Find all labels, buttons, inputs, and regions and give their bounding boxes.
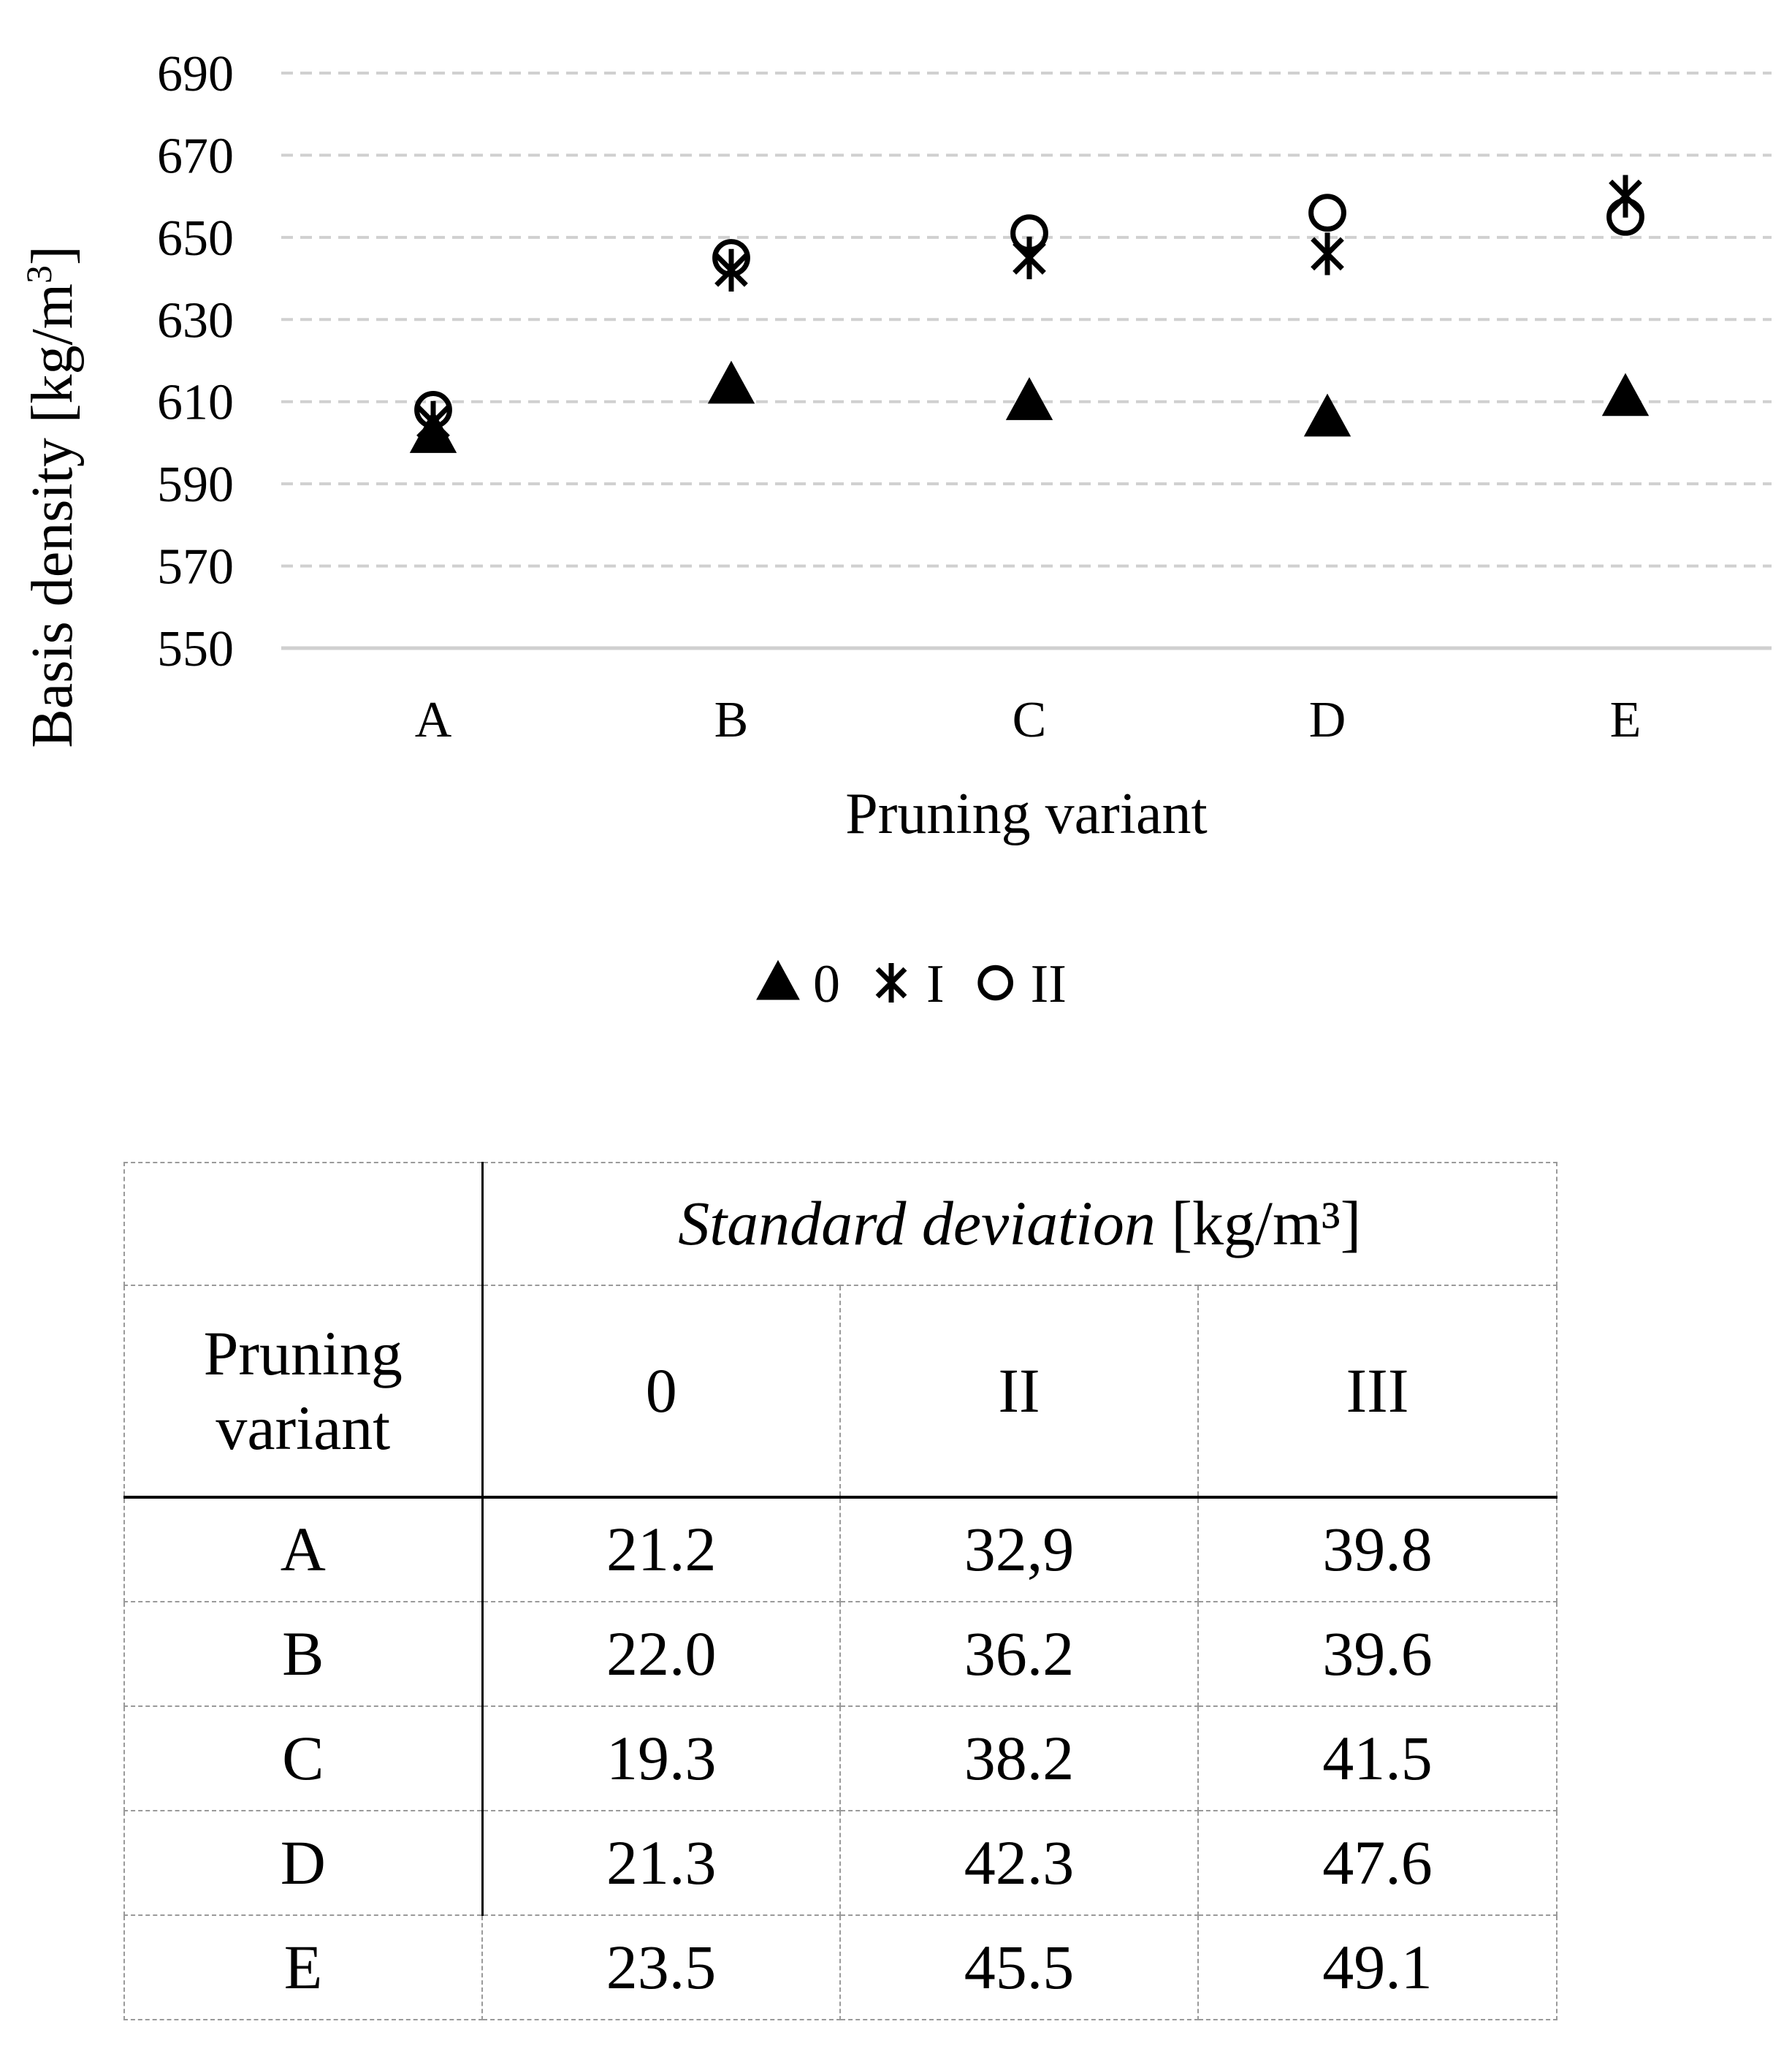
table-row xyxy=(124,1497,1557,1602)
x-tick-label: E xyxy=(1609,692,1642,748)
y-tick-label: 630 xyxy=(157,292,234,349)
table-cell: 47.6 xyxy=(1198,1811,1557,1915)
row-label: E xyxy=(124,1915,482,2020)
table-cell: 49.1 xyxy=(1198,1915,1557,2020)
x-tick-labels xyxy=(415,692,1642,748)
row-header-line2: variant xyxy=(216,1392,391,1463)
table-cell: 19.3 xyxy=(482,1706,840,1811)
y-tick-label: 690 xyxy=(157,46,234,102)
table-row xyxy=(124,1706,1557,1811)
legend-label: II xyxy=(1030,954,1067,1014)
y-tick-label: 650 xyxy=(157,210,234,267)
legend xyxy=(756,954,1067,1014)
table-cell: 21.2 xyxy=(482,1497,840,1602)
column-header-1: II xyxy=(840,1285,1198,1497)
table-row xyxy=(124,1915,1557,2020)
y-axis-title: Basis density $[kg/m^3]$ xyxy=(18,246,85,748)
table-cell: 39.6 xyxy=(1198,1602,1557,1706)
data-point-triangle xyxy=(1602,373,1649,416)
legend-marker-circle xyxy=(980,967,1011,998)
x-tick-label: C xyxy=(1012,692,1047,748)
group-header-label: Standard deviation xyxy=(678,1188,1156,1259)
table-cell: 45.5 xyxy=(840,1915,1198,2020)
table-corner-cell xyxy=(124,1163,482,1285)
x-tick-label: B xyxy=(714,692,749,748)
table-group-header-row xyxy=(124,1163,1557,1285)
row-header-title xyxy=(124,1285,482,1497)
column-header-2: III xyxy=(1198,1285,1557,1497)
row-label: D xyxy=(124,1811,482,1915)
row-label: C xyxy=(124,1706,482,1811)
data-point-triangle xyxy=(1304,394,1351,437)
legend-label: 0 xyxy=(813,954,840,1014)
table-cell: 39.8 xyxy=(1198,1497,1557,1602)
group-header-unit: [kg/m³] xyxy=(1155,1188,1362,1259)
legend-marker-triangle xyxy=(756,960,800,1000)
table-group-header xyxy=(482,1163,1557,1285)
table-cell: 32,9 xyxy=(840,1497,1198,1602)
table-row xyxy=(124,1811,1557,1915)
gridlines xyxy=(281,73,1772,648)
data-point-triangle xyxy=(1006,377,1053,420)
y-tick-label: 570 xyxy=(157,539,234,596)
row-header-line1: Pruning xyxy=(203,1318,403,1389)
y-tick-label: 610 xyxy=(157,374,234,431)
y-tick-label: 550 xyxy=(157,621,234,677)
table-row xyxy=(124,1602,1557,1706)
data-point-triangle xyxy=(708,361,755,404)
legend-label: I xyxy=(926,954,945,1014)
x-tick-label: D xyxy=(1308,692,1346,748)
table-cell: 21.3 xyxy=(482,1811,840,1915)
y-tick-labels xyxy=(157,46,234,677)
table-cell: 42.3 xyxy=(840,1811,1198,1915)
standard-deviation-table xyxy=(123,1162,1557,2020)
x-axis-title: Pruning variant xyxy=(845,782,1208,846)
table-cell: 22.0 xyxy=(482,1602,840,1706)
y-tick-label: 670 xyxy=(157,128,234,185)
row-label: B xyxy=(124,1602,482,1706)
x-tick-label: A xyxy=(414,692,452,748)
table-cell: 38.2 xyxy=(840,1706,1198,1811)
table-cell: 41.5 xyxy=(1198,1706,1557,1811)
data-point-asterisk xyxy=(1611,175,1641,218)
column-header-0: 0 xyxy=(482,1285,840,1497)
legend-marker-asterisk xyxy=(877,963,905,1003)
table-cell: 36.2 xyxy=(840,1602,1198,1706)
data-points xyxy=(410,175,1649,453)
y-tick-label: 590 xyxy=(157,457,234,514)
data-point-asterisk xyxy=(1313,232,1343,275)
table-column-header-row xyxy=(124,1285,1557,1497)
data-point-circle xyxy=(1311,197,1344,229)
table-cell: 23.5 xyxy=(482,1915,840,2020)
row-label: A xyxy=(124,1497,482,1602)
